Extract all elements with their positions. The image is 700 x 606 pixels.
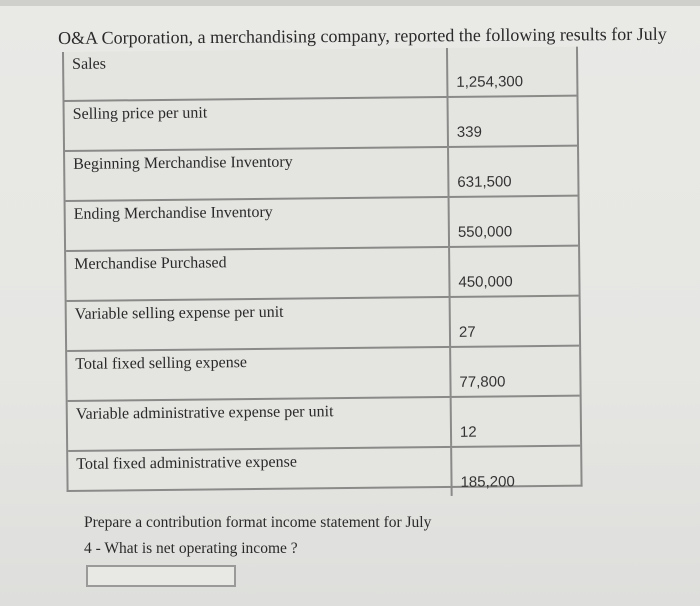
value-cell xyxy=(446,47,576,96)
value-cell xyxy=(449,347,579,396)
table-row xyxy=(68,397,580,452)
row-value: 27 xyxy=(458,323,476,341)
value-cell xyxy=(449,297,579,346)
row-value: 77,800 xyxy=(459,373,506,391)
row-label: Beginning Merchandise Inventory xyxy=(73,153,293,173)
table-row xyxy=(64,47,576,102)
row-label: Total fixed administrative expense xyxy=(76,453,297,473)
table-row xyxy=(67,297,579,352)
table-row xyxy=(65,147,577,202)
row-label: Sales xyxy=(72,55,106,73)
row-value: 12 xyxy=(459,423,477,441)
question-text: 4 - What is net operating income ? xyxy=(84,540,298,557)
value-cell xyxy=(450,447,580,496)
table-row xyxy=(66,197,578,252)
row-value: 550,000 xyxy=(457,223,513,241)
data-table xyxy=(62,47,583,492)
row-label: Merchandise Purchased xyxy=(74,254,227,273)
table-row xyxy=(65,97,577,152)
value-cell xyxy=(447,97,577,146)
value-cell xyxy=(448,247,578,296)
problem-heading: O&A Corporation, a merchandising company, reported the following results for July xyxy=(58,23,667,48)
answer-input[interactable] xyxy=(86,565,236,587)
value-cell xyxy=(448,197,578,246)
row-label: Variable administrative expense per unit xyxy=(75,403,334,423)
row-label: Selling price per unit xyxy=(72,104,208,123)
table-row xyxy=(66,247,578,302)
instruction-text: Prepare a contribution format income statement for July xyxy=(84,514,432,531)
value-cell xyxy=(450,397,580,446)
row-value: 631,500 xyxy=(457,173,512,191)
top-edge xyxy=(0,0,700,6)
table-row xyxy=(67,347,579,402)
value-cell xyxy=(447,147,577,196)
row-label: Variable selling expense per unit xyxy=(74,303,284,323)
row-label: Ending Merchandise Inventory xyxy=(73,203,273,223)
row-value: 339 xyxy=(456,123,482,141)
row-value: 450,000 xyxy=(458,273,513,291)
table-row xyxy=(68,447,580,500)
row-label: Total fixed selling expense xyxy=(75,354,248,373)
row-value: 185,200 xyxy=(460,473,515,491)
row-value: 1,254,300 xyxy=(456,73,524,91)
